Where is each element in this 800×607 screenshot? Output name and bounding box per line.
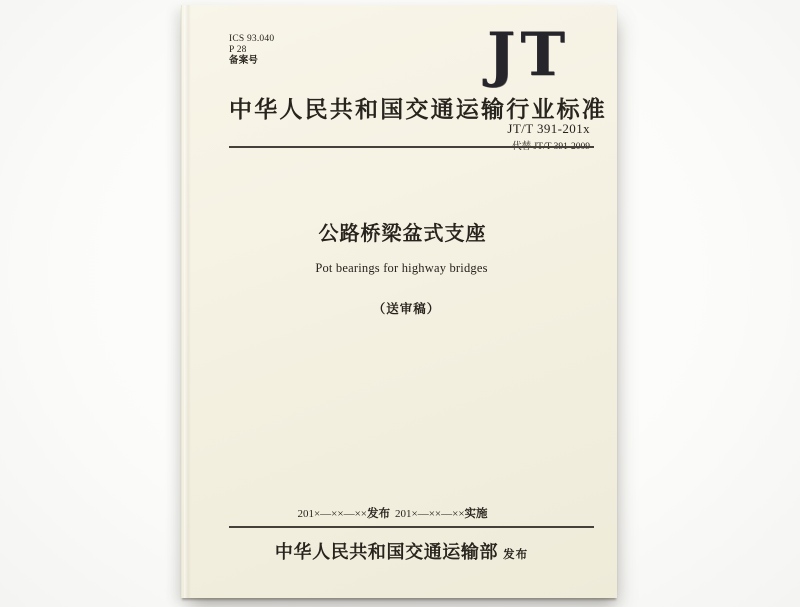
footer-rule: [229, 526, 594, 528]
title-zh: 公路桥梁盆式支座: [318, 223, 487, 245]
standard-number: JT/T 391-201x: [507, 121, 590, 136]
record-number-label: 备案号: [229, 56, 259, 66]
issue-label: 发布: [367, 508, 390, 520]
standard-type-heading: 中华人民共和国交通运输行业标准: [229, 97, 607, 122]
classification-code: P 28: [229, 45, 247, 55]
title-en: Pot bearings for highway bridges: [315, 261, 488, 275]
implementation-label: 实施: [464, 508, 488, 520]
publisher-issue-label: 发布: [503, 549, 529, 561]
ics-code: ICS 93.040: [229, 34, 275, 44]
standard-cover-page: [181, 5, 617, 598]
publisher-name: 中华人民共和国交通运输部: [274, 542, 499, 562]
cover-content-column: [229, 5, 607, 598]
date-line: [210, 505, 575, 521]
draft-stage: （送审稿）: [372, 302, 441, 316]
header-rule: [229, 146, 594, 148]
replaces-note: [507, 138, 590, 152]
implementation-date: 201×—××—××: [395, 508, 465, 520]
jt-logo: JT: [487, 20, 571, 90]
issue-date: 201×—××—××: [297, 508, 367, 520]
publisher-line: [219, 538, 584, 564]
